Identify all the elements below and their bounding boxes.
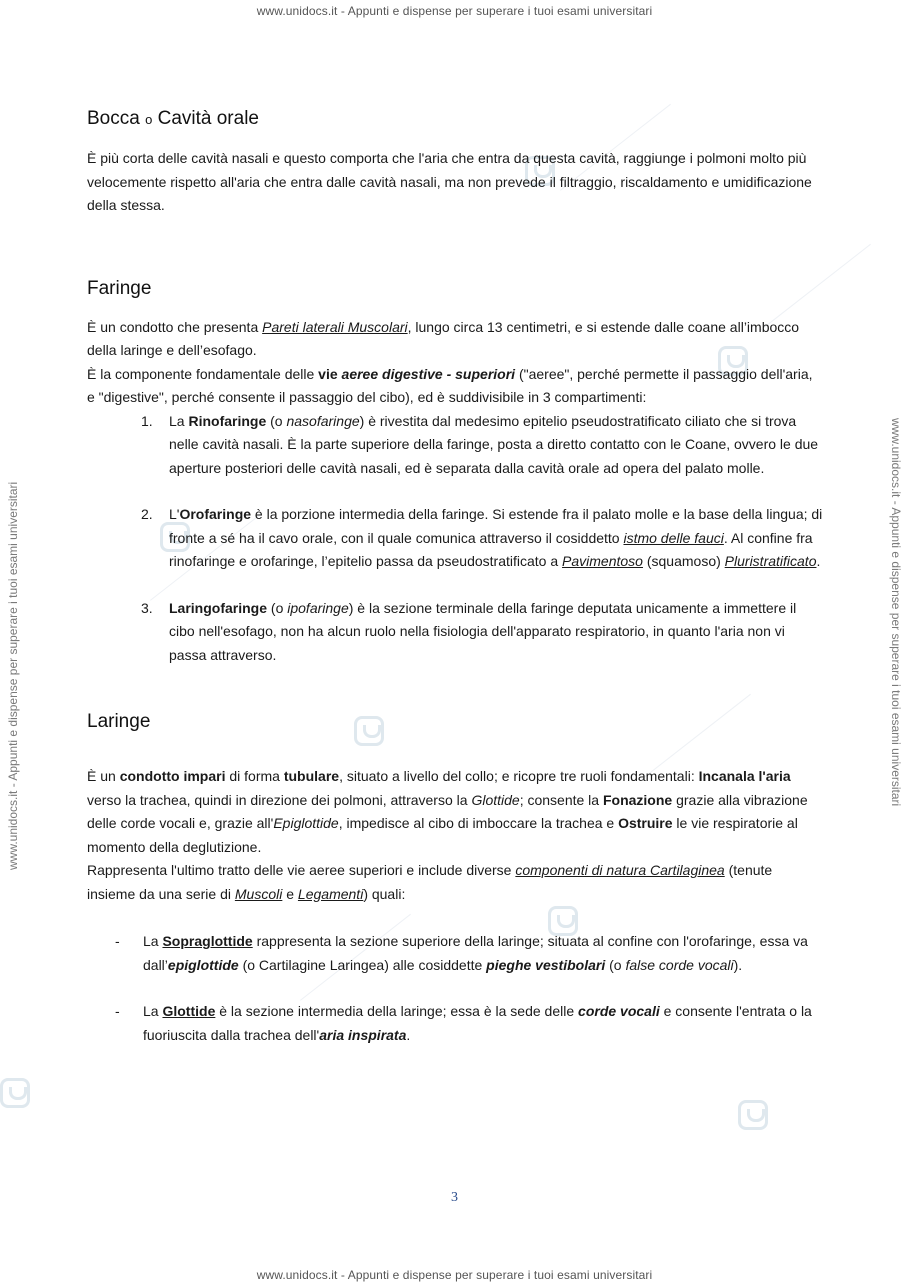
- section-title-faringe: Faringe: [87, 277, 152, 299]
- page-number: 3: [451, 1190, 458, 1205]
- bocca-paragraph: È più corta delle cavità nasali e questo comporta che l'aria che entra da questa cavità, raggiunge i polmoni molto più velocemente rispetto all'aria che entra dalle cavità nasali, ma non prevede il filtraggio, riscaldamento e umidificazione della stessa.: [87, 150, 812, 213]
- list-item: 1. La Rinofaringe (o nasofaringe) è rivestita dal medesimo epitelio pseudostratificato ciliato che si trova nelle cavità nasali. È la parte superiore della faringe, posta a diretto contatto con le Coane, ovvero le due aperture posteriori delle cavità nasali, ed è separata dalla cavità orale ad opera del palato molle.: [141, 412, 819, 476]
- list-item: - La Sopraglottide rappresenta la sezione superiore della laringe; situata al confine con l'orofaringe, essa va dall’epiglottide (o Cartilagine Laringea) alle cosiddette pieghe vestibolari (o false corde vocali).: [115, 933, 808, 973]
- section-title-bocca: Bocca o Cavità orale: [87, 108, 259, 129]
- faringe-paragraph-2: È la componente fondamentale delle vie aeree digestive - superiori ("aeree", perché permette il passaggio dell'aria, e "digestive", perché consente il passaggio del cibo), ed è suddivisibile in 3 compartimenti:: [87, 365, 813, 405]
- laringe-paragraph-1: È un condotto impari di forma tubulare, situato a livello del collo; e ricopre tre ruoli fondamentali: Incanala l'aria verso la trachea, quindi in direzione dei polmoni, attraverso la Glottide; consente la Fonazione grazie alla vibrazione delle corde vocali e, grazie all'Epiglottide, impedisce al cibo di imboccare la trachea e Ostruire le vie respiratorie al momento della deglutizione.: [87, 768, 808, 855]
- faringe-paragraph-1: È un condotto che presenta Pareti laterali Muscolari, lungo circa 13 centimetri, e si estende dalle coane all’imbocco della laringe e dell’esofago.: [87, 318, 800, 358]
- laringe-paragraph-2: Rappresenta l'ultimo tratto delle vie aeree superiori e include diverse componenti di natura Cartilaginea (tenute insieme da una serie di Muscoli e Legamenti) quali:: [87, 862, 773, 902]
- list-item: - La Glottide è la sezione intermedia della laringe; essa è la sede delle corde vocali e consente l'entrata o la fuoriuscita dalla trachea dell'aria inspirata.: [115, 1003, 812, 1043]
- watermark-right: www.unidocs.it - Appunti e dispense per superare i tuoi esami universitari: [889, 418, 903, 807]
- document-page: [87, 104, 823, 1070]
- watermark-footer: www.unidocs.it - Appunti e dispense per superare i tuoi esami universitari: [256, 1268, 653, 1282]
- laringe-list: [87, 930, 823, 1047]
- faringe-list: [87, 410, 823, 668]
- list-item: 3. Laringofaringe (o ipofaringe) è la sezione terminale della faringe deputata unicamente a immettere il cibo nell'esofago, non ha alcun ruolo nella fisiologia dell'apparato respiratorio, in quanto l'aria non vi passa attraverso.: [141, 599, 797, 663]
- watermark-logo-icon: [0, 1078, 30, 1108]
- section-title-laringe: Laringe: [87, 711, 151, 732]
- list-item: 2. L'Orofaringe è la porzione intermedia della faringe. Si estende fra il palato molle e la base della lingua; di fronte a sé ha il cavo orale, con il quale comunica attraverso il cosiddetto istmo delle fauci. Al confine fra rinofaringe e orofaringe, l’epitelio passa da pseudostratificato a Pavimentoso (squamoso) Pluristratificato.: [141, 506, 823, 569]
- watermark-logo-icon: [738, 1100, 768, 1130]
- watermark-left: www.unidocs.it - Appunti e dispense per superare i tuoi esami universitari: [6, 481, 20, 870]
- watermark-header: www.unidocs.it - Appunti e dispense per superare i tuoi esami universitari: [256, 4, 653, 18]
